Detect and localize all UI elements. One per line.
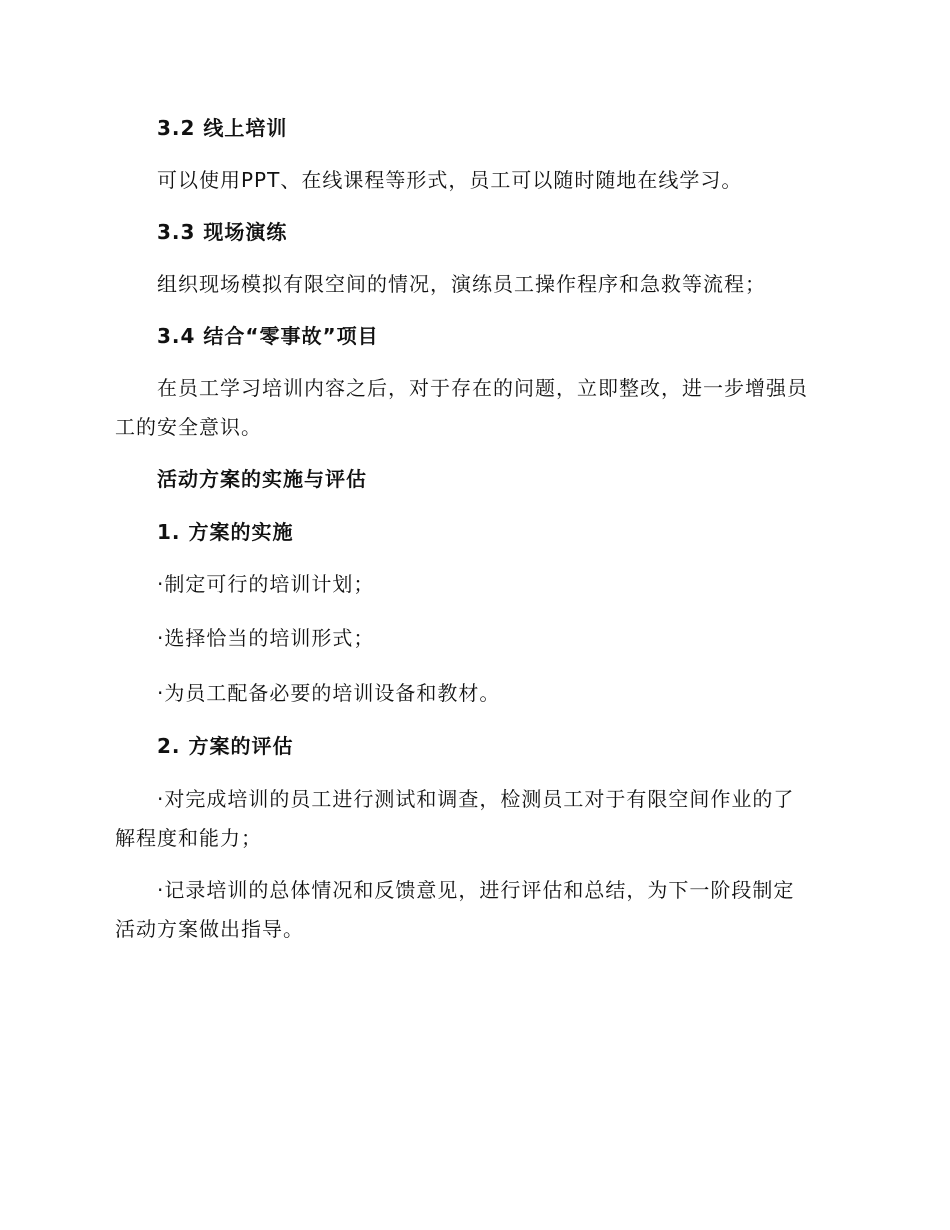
section-heading: 3.2 线上培训 xyxy=(157,116,288,140)
paragraph: 可以使用PPT、在线课程等形式，员工可以随时随地在线学习。 xyxy=(157,168,743,192)
list-item-line: 活动方案做出指导。 xyxy=(115,917,304,941)
list-item: ·制定可行的培训计划； xyxy=(157,572,375,596)
section-heading: 3.3 现场演练 xyxy=(157,220,288,244)
paragraph-line: 工的安全意识。 xyxy=(115,415,262,439)
main-heading: 活动方案的实施与评估 xyxy=(157,467,367,491)
list-item-line: ·记录培训的总体情况和反馈意见，进行评估和总结，为下一阶段制定 xyxy=(157,878,795,902)
subsection-heading: 1. 方案的实施 xyxy=(157,520,294,544)
list-item: ·选择恰当的培训形式； xyxy=(157,626,375,650)
section-heading: 3.4 结合“零事故”项目 xyxy=(157,324,379,348)
list-item: ·为员工配备必要的培训设备和教材。 xyxy=(157,681,501,705)
list-item-line: 解程度和能力； xyxy=(115,826,262,850)
paragraph-line: 在员工学习培训内容之后，对于存在的问题，立即整改，进一步增强员 xyxy=(157,376,808,400)
list-item-line: ·对完成培训的员工进行测试和调查，检测员工对于有限空间作业的了 xyxy=(157,787,795,811)
paragraph: 组织现场模拟有限空间的情况，演练员工操作程序和急救等流程； xyxy=(157,272,766,296)
subsection-heading: 2. 方案的评估 xyxy=(157,734,294,758)
